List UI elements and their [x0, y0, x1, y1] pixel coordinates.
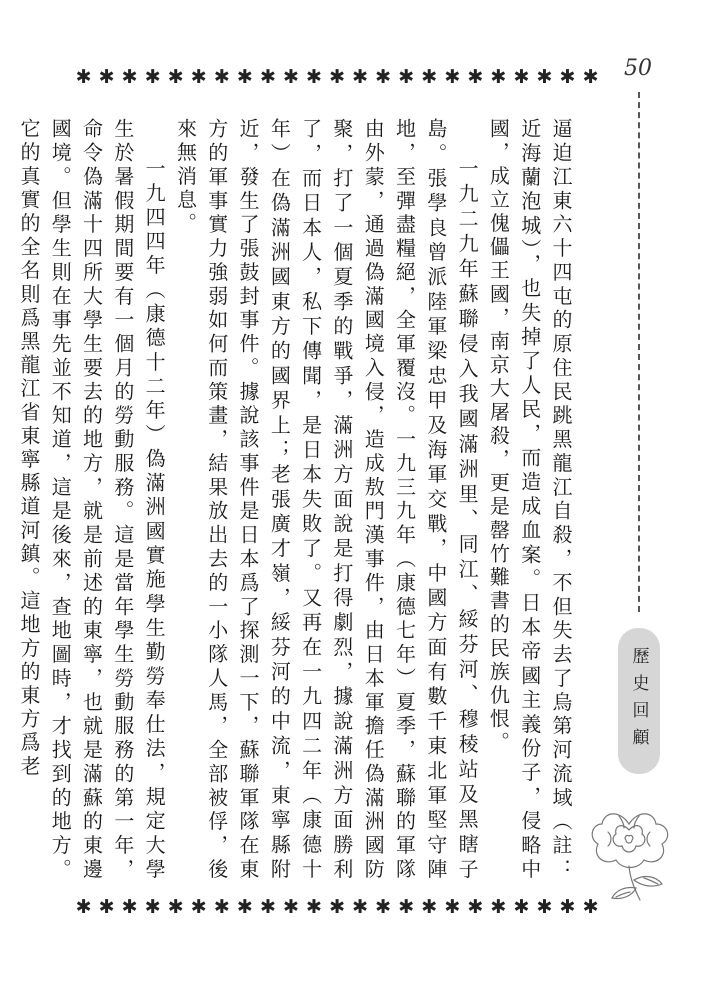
ornament-border-bottom	[72, 896, 602, 918]
ornament-star-icon: ✱	[536, 896, 553, 918]
ornament-star-icon: ✱	[444, 896, 461, 918]
ornament-star-icon: ✱	[352, 896, 369, 918]
ornament-star-icon: ✱	[398, 896, 415, 918]
ornament-star-icon: ✱	[329, 66, 345, 88]
ornament-star-icon: ✱	[306, 896, 322, 918]
page-number: 50	[624, 56, 652, 81]
ornament-star-icon: ✱	[98, 66, 115, 88]
ornament-star-icon: ✱	[213, 66, 230, 88]
ornament-star-icon: ✱	[121, 66, 138, 88]
paragraph-2: 一九二九年蘇聯侵入我國滿洲里、同江、綏芬河、穆稜站及黑瞎子島。張學良曾派陸軍梁忠甲及海軍交戰，中國方面有數千東北軍堅守陣地，至彈盡糧絕，全軍覆沒。一九三九年（康德七年）夏季，蘇聯的軍隊由外蒙，通過偽滿國境入侵，造成敖門漢事件，由日本軍擔任偽滿洲國防聚，打了一個夏季的戰爭，滿洲方面說是打得劇烈，據說滿洲方面勝利了，而日本人，私下傳聞，是日本失敗了。又再在一九四二年（康德十年）在偽滿洲國東方的國界上；老張廣才嶺，綏芬河的中流，東寧縣附近，發生了張鼓封事件。據說該事件是日本爲了探測一下，蘇聯軍隊在東方的軍事實力強弱如何而策畫，結果放出去的一小隊人馬，全部被俘，後來無消息。	[173, 118, 480, 882]
ornament-star-icon: ✱	[213, 896, 230, 918]
ornament-star-icon: ✱	[144, 66, 161, 88]
ornament-star-icon: ✱	[513, 896, 530, 918]
ornament-star-icon: ✱	[559, 896, 576, 918]
margin-dashed-rule	[638, 92, 640, 612]
ornament-star-icon: ✱	[75, 66, 92, 88]
ornament-star-icon: ✱	[282, 896, 299, 918]
section-tab	[618, 628, 660, 774]
ornament-star-icon: ✱	[306, 66, 322, 88]
ornament-star-icon: ✱	[375, 896, 392, 918]
section-tab-label: 歷史回顧	[628, 647, 649, 755]
ornament-star-icon: ✱	[559, 66, 576, 88]
ornament-star-icon: ✱	[121, 896, 138, 918]
ornament-star-icon: ✱	[421, 66, 438, 88]
ornament-star-icon: ✱	[98, 896, 115, 918]
ornament-star-icon: ✱	[375, 66, 392, 88]
ornament-star-icon: ✱	[282, 66, 299, 88]
ornament-star-icon: ✱	[329, 896, 345, 918]
ornament-star-icon: ✱	[75, 896, 92, 918]
ornament-star-icon: ✱	[167, 66, 184, 88]
paragraph-1: 逼迫江東六十四屯的原住民跳黑龍江自殺，不但失去了烏第河流域（註：近海蘭泡城），也失掉了人民，而造成血案。日本帝國主義份子，侵略中國，成立傀儡王國，南京大屠殺，更是罄竹難書的民族仇恨。	[486, 118, 573, 882]
ornament-star-icon: ✱	[467, 66, 484, 88]
ornament-star-icon: ✱	[444, 66, 461, 88]
ornament-star-icon: ✱	[190, 66, 207, 88]
ornament-border-top	[72, 66, 602, 88]
ornament-star-icon: ✱	[467, 896, 484, 918]
ornament-star-icon: ✱	[513, 66, 530, 88]
ornament-star-icon: ✱	[582, 66, 599, 88]
ornament-star-icon: ✱	[582, 896, 599, 918]
ornament-star-icon: ✱	[536, 66, 553, 88]
ornament-star-icon: ✱	[398, 66, 415, 88]
peony-flower-icon	[574, 774, 684, 904]
ornament-star-icon: ✱	[259, 896, 276, 918]
ornament-star-icon: ✱	[167, 896, 184, 918]
ornament-star-icon: ✱	[352, 66, 369, 88]
ornament-star-icon: ✱	[490, 896, 507, 918]
ornament-star-icon: ✱	[236, 896, 253, 918]
ornament-star-icon: ✱	[236, 66, 253, 88]
ornament-star-icon: ✱	[421, 896, 438, 918]
ornament-star-icon: ✱	[259, 66, 276, 88]
paragraph-3: 一九四四年（康德十二年）偽滿洲國實施學生勤勞奉仕法，規定大學生於暑假期間要有一個月的勞動服務。這是當年學生勞動服務的第一年，命令偽滿十四所大學生要去的地方，就是前述的東寧，也就是滿蘇的東邊國境。但學生則在事先並不知道，這是後來，查地圖時，才找到的地方。它的真實的全名則爲黑龍江省東寧縣道河鎮。這地方的東方爲老	[16, 118, 167, 882]
ornament-star-icon: ✱	[190, 896, 207, 918]
ornament-star-icon: ✱	[490, 66, 507, 88]
ornament-star-icon: ✱	[144, 896, 161, 918]
body-text	[16, 118, 576, 882]
